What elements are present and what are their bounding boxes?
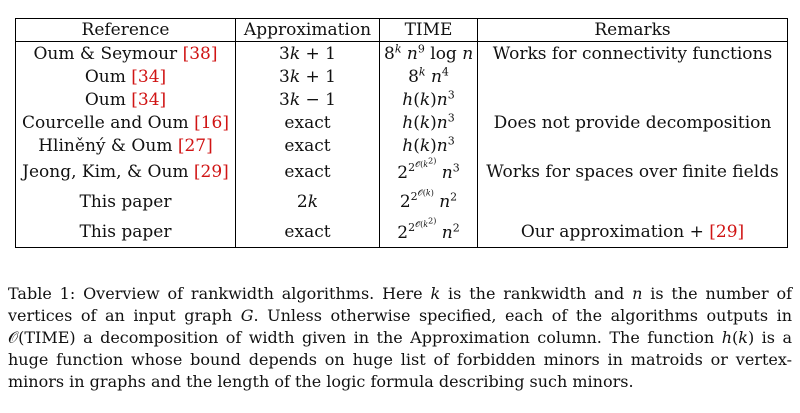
table-row bbox=[16, 157, 788, 187]
header-time: TIME bbox=[380, 19, 478, 42]
cell-approximation: 3k − 1 bbox=[236, 88, 380, 111]
cell-approximation: exact bbox=[236, 157, 380, 187]
citation-link[interactable]: [34] bbox=[131, 89, 167, 110]
citation-link[interactable]: [16] bbox=[194, 112, 229, 133]
cell-remarks bbox=[478, 157, 788, 187]
cell-reference bbox=[16, 134, 236, 157]
cell-approximation: exact bbox=[236, 217, 380, 248]
remarks-text: Works for spaces over finite fields bbox=[486, 162, 779, 182]
reference-text: This paper bbox=[79, 192, 172, 212]
reference-text: Hliněný & Oum bbox=[38, 135, 173, 156]
citation-link[interactable]: [38] bbox=[182, 43, 218, 64]
cell-time: $h(k)n^3$ bbox=[380, 88, 478, 111]
cell-time: 8$^k$ $n^4$ bbox=[380, 65, 478, 88]
cell-reference bbox=[16, 42, 236, 66]
cell-reference bbox=[16, 88, 236, 111]
cell-approximation: exact bbox=[236, 111, 380, 134]
cell-approximation: exact bbox=[236, 134, 380, 157]
table-row bbox=[16, 65, 788, 88]
header-reference: Reference bbox=[16, 19, 236, 42]
cell-time: $h(k)n^3$ bbox=[380, 134, 478, 157]
cell-remarks bbox=[478, 42, 788, 66]
cell-reference bbox=[16, 157, 236, 187]
cell-time: 8$^k$ $n^9$ log n bbox=[380, 42, 478, 66]
reference-text: Jeong, Kim, & Oum bbox=[22, 162, 189, 182]
reference-text: This paper bbox=[79, 222, 172, 242]
cell-reference bbox=[16, 217, 236, 248]
table-caption: Table 1: Overview of rankwidth algorithms. Here k is the rankwidth and n is the number of vertices of an input graph G. Unless otherwise specified, each of the algorithms outputs in 𝒪(TIME) a decomposition of width given in the Approximation column. The function h(k) is a huge function whose bound depends on huge list of forbidden minors in matroids or vertex-minors in graphs and the length of the logic formula describing such minors. bbox=[8, 284, 793, 391]
table-row bbox=[16, 42, 788, 66]
header-approximation: Approximation bbox=[236, 19, 380, 42]
table-row bbox=[16, 88, 788, 111]
cell-approximation: 3k + 1 bbox=[236, 65, 380, 88]
cell-remarks bbox=[478, 65, 788, 88]
cell-time: $h(k)n^3$ bbox=[380, 111, 478, 134]
cell-remarks bbox=[478, 134, 788, 157]
table-row bbox=[16, 217, 788, 248]
cell-remarks bbox=[478, 111, 788, 134]
table-row bbox=[16, 134, 788, 157]
table-row bbox=[16, 187, 788, 217]
reference-text: Oum bbox=[84, 66, 126, 87]
reference-text: Oum & Seymour bbox=[33, 43, 178, 64]
remarks-text: Works for connectivity functions bbox=[492, 43, 773, 64]
rankwidth-table bbox=[15, 18, 788, 248]
remarks-text: Does not provide decomposition bbox=[493, 112, 772, 133]
cell-approximation: 3k + 1 bbox=[236, 42, 380, 66]
cell-time: $2^{2^{𝒪(k)}}$ $n^2$ bbox=[380, 187, 478, 217]
cell-reference bbox=[16, 65, 236, 88]
cell-time: $2^{2^{𝒪(k^{2)}}}$ $n^3$ bbox=[380, 157, 478, 187]
citation-link[interactable]: [29] bbox=[709, 222, 745, 242]
reference-text: Courcelle and Oum bbox=[22, 112, 189, 133]
cell-remarks bbox=[478, 217, 788, 248]
cell-remarks bbox=[478, 187, 788, 217]
remarks-text: Our approximation + bbox=[520, 222, 710, 242]
table-header-row bbox=[16, 19, 788, 42]
citation-link[interactable]: [27] bbox=[177, 135, 213, 156]
cell-reference bbox=[16, 111, 236, 134]
header-remarks: Remarks bbox=[478, 19, 788, 42]
table-row bbox=[16, 111, 788, 134]
cell-remarks bbox=[478, 88, 788, 111]
citation-link[interactable]: [34] bbox=[131, 66, 167, 87]
reference-text: Oum bbox=[84, 89, 126, 110]
citation-link[interactable]: [29] bbox=[193, 162, 229, 182]
cell-time: $2^{2^{𝒪(k^{2)}}}$ $n^2$ bbox=[380, 217, 478, 248]
cell-approximation: 2k bbox=[236, 187, 380, 217]
cell-reference bbox=[16, 187, 236, 217]
